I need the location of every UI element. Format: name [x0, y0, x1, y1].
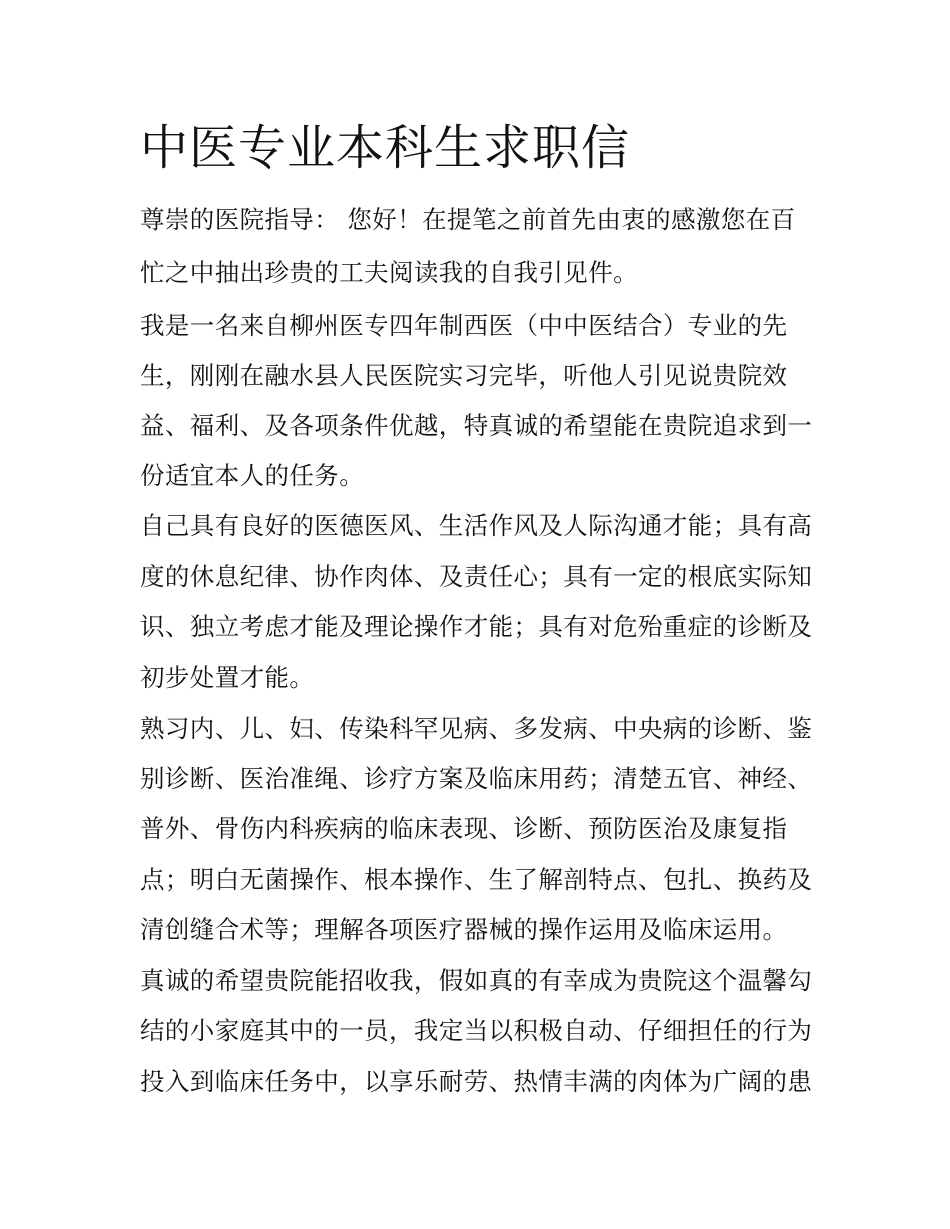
body-line: 生，刚刚在融水县人民医院实习完毕，听他人引见说贵院效: [140, 361, 788, 390]
body-line: 识、独立考虑才能及理论操作才能；具有对危殆重症的诊断及: [140, 612, 813, 641]
body-line: 普外、骨伤内科疾病的临床表现、诊断、预防医治及康复指: [140, 814, 788, 843]
body-line: 份适宜本人的任务。: [140, 461, 365, 490]
document-title: 中医专业本科生求职信: [140, 120, 631, 176]
body-line: 度的休息纪律、协作肉体、及责任心；具有一定的根底实际知: [140, 562, 813, 591]
body-line: 初步处置才能。: [140, 663, 315, 692]
body-line: 熟习内、儿、妇、传染科罕见病、多发病、中央病的诊断、鉴: [140, 714, 813, 743]
body-line: 别诊断、医治准绳、诊疗方案及临床用药；清楚五官、神经、: [140, 764, 813, 793]
body-line: 自己具有良好的医德医风、生活作风及人际沟通才能；具有高: [140, 511, 813, 540]
body-line: 我是一名来自柳州医专四年制西医（中中医结合）专业的先: [140, 311, 788, 340]
body-line: 忙之中抽出珍贵的工夫阅读我的自我引见件。: [140, 258, 638, 287]
body-line: 点；明白无菌操作、根本操作、生了解剖特点、包扎、换药及: [140, 865, 813, 894]
body-line: 投入到临床任务中，以享乐耐劳、热情丰满的肉体为广阔的患: [140, 1067, 813, 1096]
body-line: 真诚的希望贵院能招收我，假如真的有幸成为贵院这个温馨勾: [140, 966, 813, 995]
body-line: 益、福利、及各项条件优越，特真诚的希望能在贵院追求到一: [140, 411, 813, 440]
body-line: 尊崇的医院指导： 您好！在提笔之前首先由衷的感激您在百: [140, 205, 796, 234]
body-line: 清创缝合术等；理解各项医疗器械的操作运用及临床运用。: [140, 915, 788, 944]
body-line: 结的小家庭其中的一员，我定当以积极自动、仔细担任的行为: [140, 1016, 813, 1045]
